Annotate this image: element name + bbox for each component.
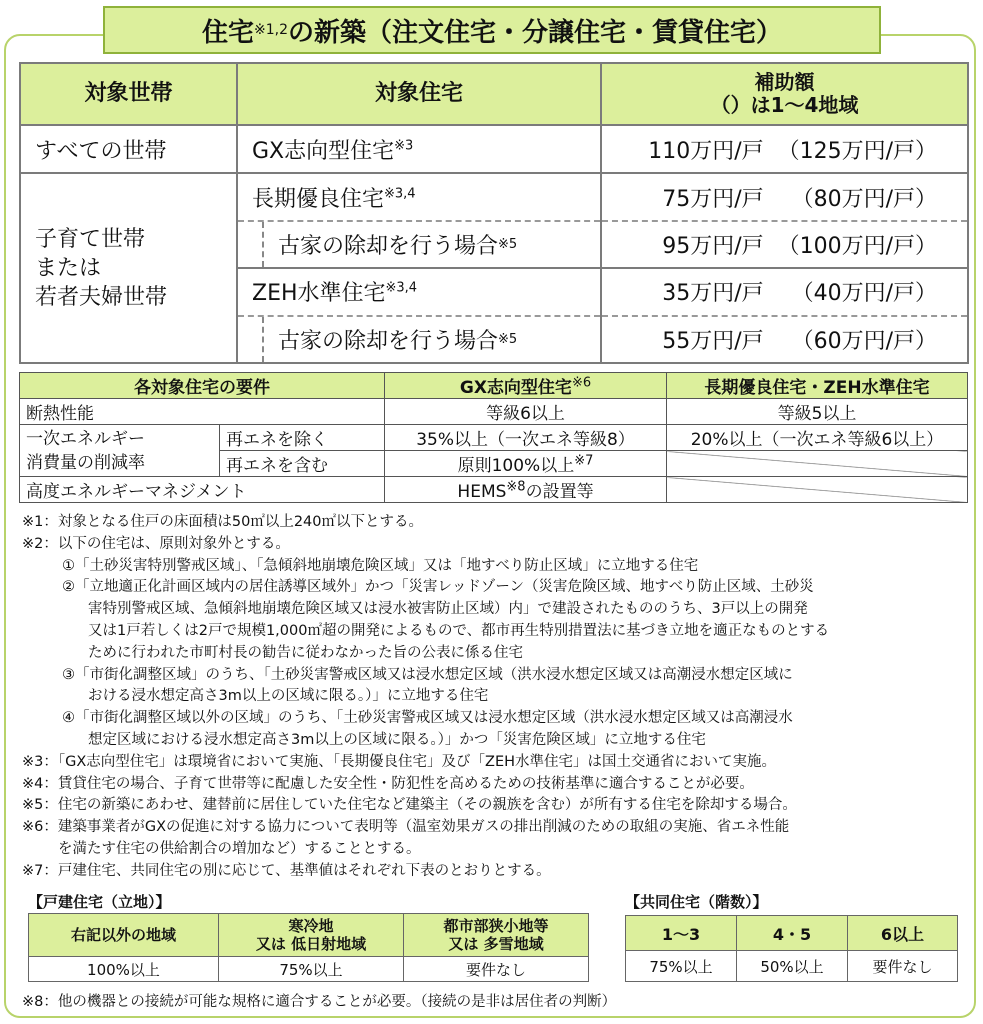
req-energy-label	[20, 425, 220, 477]
apt-header-6plus: 6以上	[848, 916, 958, 951]
req-energy-excl-gx: 35%以上（一次エネ等級8）	[385, 425, 667, 451]
note-2-item-3-cont: おける浸水想定高さ3m以上の区域に限る。）」に立地する住宅	[88, 688, 489, 705]
note-2-item-4: ④「市街化調整区域以外の区域」のうち、「土砂災害警戒区域又は浸水想定区域（洪水浸水想定区域又は高潮浸水	[62, 710, 793, 727]
req-header-other: 長期優良住宅・ZEH水準住宅	[667, 373, 968, 399]
footnotes	[22, 512, 967, 883]
housing-long-term-demolish-label: 古家の除却を行う場合	[278, 233, 499, 259]
header-household: 対象世帯	[20, 63, 237, 125]
house-table-caption: 【戸建住宅（立地）】	[28, 893, 171, 911]
housing-gx	[237, 125, 601, 173]
house-header-urban	[404, 914, 589, 957]
req-insulation-label: 断熱性能	[20, 399, 385, 425]
amount-long-term: 75万円/戸 （80万円/戸）	[601, 173, 968, 220]
housing-long-term-label: 長期優良住宅	[252, 186, 385, 212]
apt-header-4-5: 4・5	[737, 916, 848, 951]
req-hems-label: 高度エネルギーマネジメント	[20, 477, 385, 503]
req-energy-incl-other-na	[667, 451, 968, 477]
req-energy-incl-gx	[385, 451, 667, 477]
note-2-item-4-cont: 想定区域における浸水想定高さ3m以上の区域に限る。）」かつ「災害危険区域」に立地する住宅	[88, 731, 706, 748]
housing-zeh-demolish-ref: ※5	[498, 331, 518, 347]
note-2-item-3: ③「市街化調整区域」のうち、「土砂災害警戒区域又は浸水想定区域（洪水浸水想定区域又は高潮浸水想定区域に	[62, 666, 793, 683]
note-2-item-2-cont1: 害特別警戒区域、急傾斜地崩壊危険区域又は浸水被害防止区域）内」で建設されたもののうち、3戸以上の開発	[88, 601, 808, 618]
note-6-cont: を満たす住宅の供給割合の増加など）することとする。	[58, 840, 421, 857]
requirements-table	[19, 372, 968, 503]
req-insulation-gx: 等級6以上	[385, 399, 667, 425]
req-hems-gx-rest: の設置等	[525, 482, 594, 502]
household-young	[20, 173, 237, 363]
req-hems-gx-value: HEMS	[457, 482, 507, 502]
page-title	[103, 6, 881, 54]
apt-value-6plus: 要件なし	[848, 951, 958, 982]
title-text: 住宅	[201, 17, 254, 48]
house-value-cold: 75%以上	[219, 957, 404, 982]
housing-zeh	[237, 268, 601, 315]
req-insulation-other: 等級5以上	[667, 399, 968, 425]
req-energy-label-line2: 消費量の削減率	[26, 452, 145, 473]
housing-long-term-demolish	[237, 221, 601, 268]
housing-zeh-demolish-label: 古家の除却を行う場合	[278, 328, 499, 354]
header-subsidy-label: 補助額	[754, 69, 815, 94]
subsidy-table	[19, 62, 969, 364]
house-header-cold-line2: 又は 低日射地域	[255, 935, 367, 953]
note-2: ※2：以下の住宅は、原則対象外とする。	[22, 535, 290, 552]
req-hems-other-na	[667, 477, 968, 503]
house-header-other: 右記以外の地域	[29, 914, 219, 957]
housing-gx-label: GX志向型住宅	[252, 138, 395, 164]
household-young-line2: または	[35, 255, 102, 281]
note-5: ※5：住宅の新築にあわせ、建替前に居住していた住宅など建築主（その親族を含む）が所有する住宅を除却する場合。	[22, 797, 797, 814]
note-2-item-2: ②「立地適正化計画区域内の居住誘導区域外」かつ「災害レッドゾーン（災害危険区域、地すべり防止区域、土砂災	[62, 579, 814, 596]
note-3: ※3：「GX志向型住宅」は環境省において実施、「長期優良住宅」及び「ZEH水準住宅」は国土交通省において実施。	[22, 753, 777, 770]
header-housing: 対象住宅	[237, 63, 601, 125]
amount-long-term-demolish: 95万円/戸 （100万円/戸）	[601, 221, 968, 268]
apt-header-1-3: 1～3	[626, 916, 737, 951]
req-header-gx-label: GX志向型住宅	[459, 378, 572, 398]
household-all: すべての世帯	[20, 125, 237, 173]
apt-table-caption: 【共同住宅（階数）】	[625, 893, 768, 911]
title-text-rest: の新築（注文住宅・分譲住宅・賃貸住宅）	[288, 17, 783, 48]
req-hems-gx	[385, 477, 667, 503]
amount-zeh-demolish: 55万円/戸 （60万円/戸）	[601, 316, 968, 363]
amount-gx: 110万円/戸 （125万円/戸）	[601, 125, 968, 173]
note-7: ※7：戸建住宅、共同住宅の別に応じて、基準値はそれぞれ下表のとおりとする。	[22, 862, 551, 879]
note-2-item-2-cont3: ために行われた市町村長の勧告に従わなかった旨の公表に係る住宅	[88, 644, 523, 661]
req-energy-incl-label: 再エネを含む	[220, 451, 385, 477]
title-footnote-ref: ※1,2	[254, 22, 288, 38]
req-energy-incl-gx-value: 原則100%以上	[457, 456, 575, 476]
note-2-item-2-cont2: 又は1戸若しくは2戸で規模1,000㎡超の開発によるもので、都市再生特別措置法に基づき立地を適正なものとする	[88, 622, 830, 639]
housing-long-term-ref: ※3,4	[384, 186, 416, 202]
household-young-line3: 若者夫婦世帯	[35, 284, 168, 310]
apt-value-4-5: 50%以上	[737, 951, 848, 982]
apartment-table	[625, 915, 958, 982]
housing-zeh-ref: ※3,4	[385, 281, 418, 297]
header-subsidy	[601, 63, 968, 125]
note-4: ※4：賃貸住宅の場合、子育て世帯等に配慮した安全性・防犯性を高めるための技術基準に適合することが必要。	[22, 775, 754, 792]
req-energy-incl-gx-ref: ※7	[574, 453, 594, 469]
house-value-other: 100%以上	[29, 957, 219, 982]
house-header-cold	[219, 914, 404, 957]
house-header-urban-line1: 都市部狭小地等	[443, 917, 549, 935]
req-energy-excl-label: 再エネを除く	[220, 425, 385, 451]
housing-gx-ref: ※3	[394, 138, 414, 154]
detached-house-table	[28, 913, 589, 982]
house-header-cold-line1: 寒冷地	[288, 917, 334, 935]
req-header-gx	[385, 373, 667, 399]
amount-zeh: 35万円/戸 （40万円/戸）	[601, 268, 968, 315]
note-6: ※6：建築事業者がGXの促進に対する協力について表明等（温室効果ガスの排出削減のための取組の実施、省エネ性能	[22, 819, 790, 836]
housing-zeh-demolish	[237, 316, 601, 363]
req-hems-gx-ref: ※8	[506, 479, 526, 495]
req-header-gx-ref: ※6	[571, 375, 592, 391]
apt-value-1-3: 75%以上	[626, 951, 737, 982]
housing-long-term-demolish-ref: ※5	[498, 236, 518, 252]
req-header-requirements: 各対象住宅の要件	[20, 373, 385, 399]
household-young-line1: 子育て世帯	[35, 226, 146, 252]
header-subsidy-note: （）は1～4地域	[710, 92, 859, 117]
note-1: ※1：対象となる住戸の床面積は50㎡以上240㎡以下とする。	[22, 514, 423, 530]
housing-zeh-label: ZEH水準住宅	[252, 281, 386, 307]
house-value-urban: 要件なし	[404, 957, 589, 982]
note-2-item-1: ①「土砂災害特別警戒区域」、「急傾斜地崩壊危険区域」又は「地すべり防止区域」に立地する住宅	[62, 557, 699, 574]
housing-long-term	[237, 173, 601, 220]
req-energy-label-line1: 一次エネルギー	[26, 428, 145, 449]
req-energy-excl-other: 20%以上（一次エネ等級6以上）	[667, 425, 968, 451]
house-header-urban-line2: 又は 多雪地域	[448, 935, 544, 953]
note-8: ※8：他の機器との接続が可能な規格に適合することが必要。（接続の是非は居住者の判断）	[22, 994, 617, 1010]
